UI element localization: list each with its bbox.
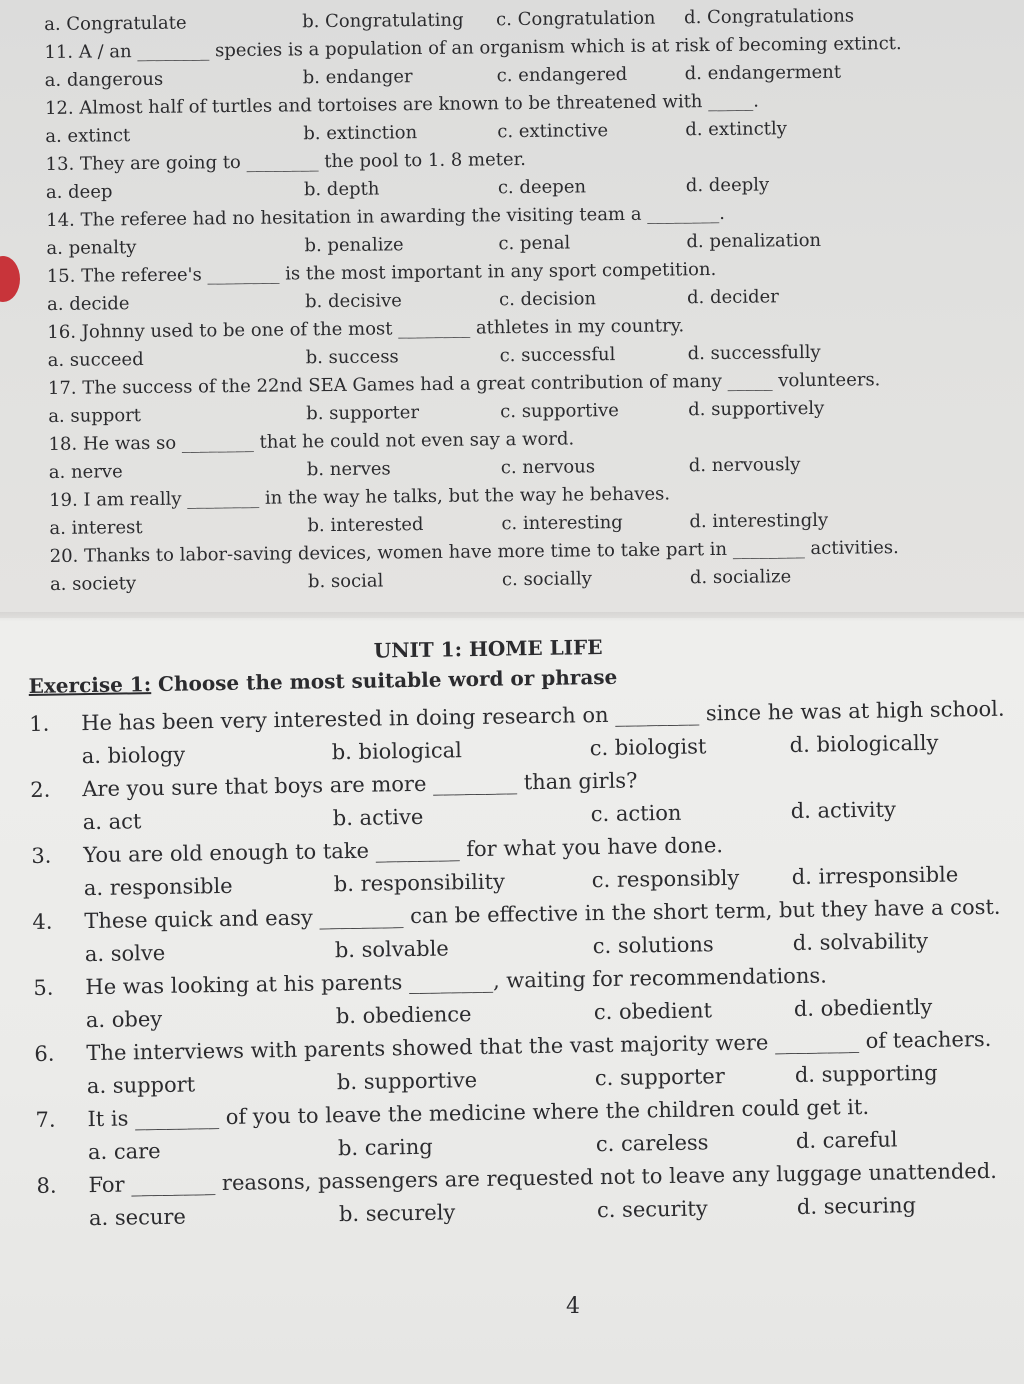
answer-option: d. supporting <box>794 1060 938 1088</box>
answer-option: b. extinction <box>303 122 418 145</box>
answer-option: d. solvability <box>792 928 929 956</box>
answer-option: b. obedience <box>335 1002 472 1029</box>
answer-option: b. securely <box>338 1200 456 1227</box>
answer-option: a. care <box>87 1138 161 1165</box>
answer-option: b. biological <box>331 738 463 765</box>
answer-option: d. biologically <box>789 730 939 758</box>
answer-option: a. support <box>48 405 142 427</box>
answer-option: c. endangered <box>496 63 628 87</box>
answer-option: b. depth <box>303 178 380 201</box>
question-text: 12. Almost half of turtles and tortoises are known to be threatened with _____. <box>44 90 760 119</box>
answer-option: c. biologist <box>589 734 707 761</box>
answer-option: b. Congratulating <box>302 9 464 33</box>
answer-option: a. dangerous <box>44 68 164 91</box>
unit-title: UNIT 1: HOME LIFE <box>373 634 603 663</box>
unit1-section <box>28 630 1005 1236</box>
question-text: 15. The referee's ________ is the most important in any sport competition. <box>46 258 717 287</box>
answer-option: d. decider <box>686 286 779 309</box>
question-text: 11. A / an ________ species is a population of an organism which is at risk of becoming extinct. <box>44 33 902 63</box>
answer-option: a. secure <box>88 1204 187 1231</box>
answer-option: b. supporter <box>306 402 420 425</box>
answer-option: c. solutions <box>592 932 714 959</box>
exercise-instruction: Choose the most suitable word or phrase <box>150 664 618 697</box>
answer-option: b. supportive <box>336 1068 478 1095</box>
answer-option: c. security <box>596 1196 708 1223</box>
question-text: He was looking at his parents ________, waiting for recommendations. <box>85 963 828 1000</box>
answer-option: c. deepen <box>497 176 587 199</box>
question-text: 18. He was so ________ that he could not even say a word. <box>48 428 575 455</box>
answer-option: d. securing <box>796 1193 917 1219</box>
question-text: He has been very interested in doing research on ________ since he was at high school. <box>81 696 1005 736</box>
answer-option: b. nerves <box>306 458 391 481</box>
question-number: 5. <box>33 975 54 1000</box>
answer-option: b. decisive <box>304 290 402 313</box>
answer-option: b. interested <box>307 514 424 537</box>
answer-option: a. support <box>86 1072 196 1099</box>
previous-exercise-section <box>44 1 910 598</box>
answer-option: c. penal <box>498 232 571 255</box>
exercise-question-list <box>29 694 1005 1236</box>
answer-option: a. interest <box>49 516 143 539</box>
answer-option: c. action <box>590 800 682 827</box>
question-text: It is ________ of you to leave the medicine where the children could get it. <box>87 1094 870 1132</box>
answer-option: a. extinct <box>45 125 131 147</box>
answer-option: d. extinctly <box>685 118 787 141</box>
answer-option: b. solvable <box>334 936 449 963</box>
answer-option: c. responsibly <box>591 865 740 893</box>
answer-option: c. careless <box>595 1130 709 1157</box>
answer-option: c. Congratulation <box>496 7 656 31</box>
question-text: The interviews with parents showed that the vast majority were ________ of teachers. <box>86 1026 992 1066</box>
answer-option: d. careful <box>795 1127 898 1153</box>
question-text: 14. The referee had no hesitation in awarding the visiting team a ________. <box>46 202 726 231</box>
question-text: 13. They are going to ________ the pool to 1. 8 meter. <box>45 148 527 175</box>
answer-option: a. decide <box>46 293 130 315</box>
question-number: 4. <box>32 909 53 934</box>
answer-option: c. extinctive <box>497 120 609 143</box>
answer-option: b. caring <box>337 1134 433 1161</box>
question-text: These quick and easy ________ can be effective in the short term, but they have a cost. <box>84 894 1001 934</box>
answer-option: c. socially <box>501 568 592 591</box>
answer-option: a. Congratulate <box>44 12 187 35</box>
question-text: 16. Johnny used to be one of the most ________ athletes in my country. <box>47 315 685 343</box>
answer-option: b. active <box>332 804 424 831</box>
answer-option: a. nerve <box>48 461 123 483</box>
answer-option: d. penalization <box>686 229 822 253</box>
answer-option: c. successful <box>499 344 616 367</box>
answer-option: a. society <box>49 573 137 595</box>
answer-option: b. endanger <box>302 66 413 89</box>
question-text: 19. I am really ________ in the way he talks, but the way he behaves. <box>49 483 671 511</box>
question-number: 2. <box>30 777 51 802</box>
question-text: Are you sure that boys are more ________ than girls? <box>82 768 638 802</box>
answer-option: d. socialize <box>689 566 792 589</box>
question-number: 7. <box>35 1107 56 1132</box>
question-number: 1. <box>29 711 50 736</box>
answer-option: b. penalize <box>304 234 404 257</box>
answer-option: d. supportively <box>688 397 825 421</box>
answer-option: b. success <box>305 346 399 369</box>
answer-option: b. responsibility <box>333 869 506 897</box>
answer-option: d. successfully <box>687 341 821 365</box>
question-number: 6. <box>34 1041 55 1066</box>
exercise-label: Exercise 1: <box>28 672 152 698</box>
question-text: You are old enough to take ________ for what you have done. <box>83 833 724 868</box>
answer-option: d. endangerment <box>684 61 842 85</box>
answer-option: d. nervously <box>688 454 801 477</box>
answer-option: a. succeed <box>47 348 144 371</box>
answer-option: d. Congratulations <box>684 5 855 29</box>
answer-option: c. interesting <box>501 511 623 535</box>
question-number: 8. <box>36 1173 57 1198</box>
answer-option: c. obedient <box>593 998 713 1025</box>
answer-option: a. biology <box>81 742 186 769</box>
answer-option: c. nervous <box>500 456 596 479</box>
question-text: 20. Thanks to labor-saving devices, women have more time to take part in ________ activities. <box>49 537 899 567</box>
page-number: 4 <box>566 1294 580 1319</box>
answer-option: d. deeply <box>685 174 770 197</box>
question-number: 3. <box>31 843 52 868</box>
answer-option: b. social <box>307 570 384 593</box>
answer-option: d. interestingly <box>689 509 829 533</box>
answer-option: a. responsible <box>83 873 233 901</box>
answer-option: a. solve <box>84 940 166 967</box>
answer-option: a. act <box>82 809 142 835</box>
answer-option: c. supportive <box>500 400 619 423</box>
answer-option: a. deep <box>45 181 113 203</box>
answer-option: c. decision <box>498 288 597 311</box>
question-text: For ________ reasons, passengers are requested not to leave any luggage unattended. <box>88 1158 998 1198</box>
answer-option: a. penalty <box>46 237 137 259</box>
question-text: 17. The success of the 22nd SEA Games had a great contribution of many _____ volunteers. <box>47 369 881 399</box>
answer-option: d. obediently <box>793 994 933 1022</box>
answer-option: a. obey <box>85 1006 163 1033</box>
answer-option: c. supporter <box>594 1064 725 1091</box>
answer-option: d. irresponsible <box>791 862 959 890</box>
paper-fold <box>0 612 1024 622</box>
answer-option: d. activity <box>790 797 897 824</box>
